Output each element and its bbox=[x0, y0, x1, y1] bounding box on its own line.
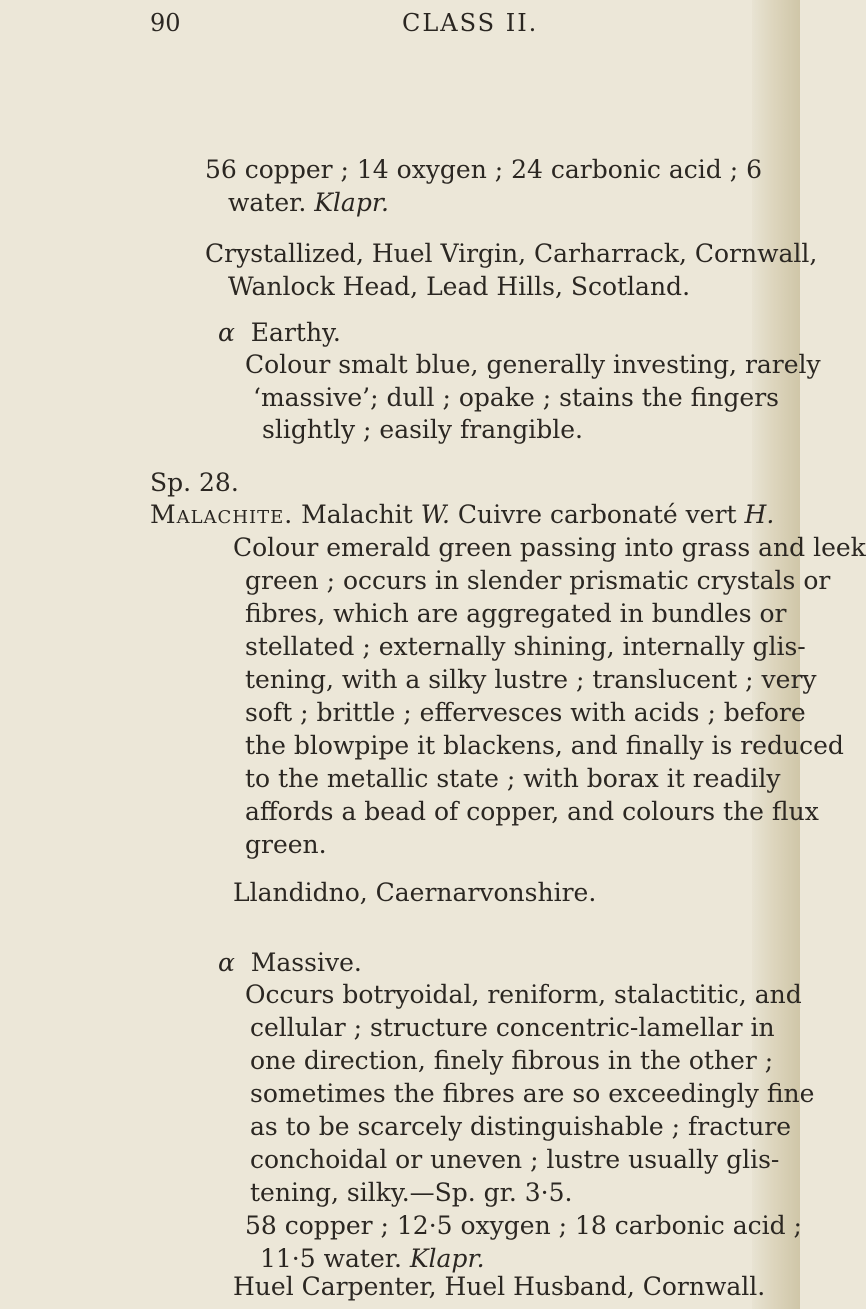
earthy-description: ‘massive’; dull ; opake ; stains the fingers bbox=[253, 383, 779, 412]
entry56-locality-cont: Wanlock Head, Lead Hills, Scotland. bbox=[228, 272, 691, 301]
earthy-description: Colour smalt blue, generally investing, rarely bbox=[245, 350, 821, 379]
malachite-description: fibres, which are aggregated in bundles or bbox=[245, 599, 787, 628]
variety-earthy-heading: α Earthy. bbox=[218, 318, 341, 347]
species-heading: Malachite. Malachit W. Cuivre carbonaté vert H. bbox=[150, 500, 775, 529]
running-title: CLASS II. bbox=[402, 9, 539, 37]
massive-description: sometimes the fibres are so exceedingly fine bbox=[250, 1079, 815, 1108]
earthy-description: slightly ; easily frangible. bbox=[262, 415, 583, 444]
malachite-description: soft ; brittle ; effervesces with acids ; before bbox=[245, 698, 806, 727]
malachite-description: green ; occurs in slender prismatic crystals or bbox=[245, 566, 831, 595]
massive-description: cellular ; structure concentric-lamellar in bbox=[250, 1013, 775, 1042]
author-klapr: Klapr. bbox=[409, 1244, 485, 1273]
massive-description: one direction, finely fibrous in the other ; bbox=[250, 1046, 774, 1075]
malachite-description: Colour emerald green passing into grass and leek bbox=[233, 533, 866, 562]
species-name: Malachite. bbox=[150, 500, 294, 529]
species-number: Sp. 28. bbox=[150, 468, 239, 497]
author-klapr: Klapr. bbox=[314, 188, 389, 217]
massive-composition: 58 copper ; 12·5 oxygen ; 18 carbonic acid ; bbox=[245, 1211, 802, 1240]
entry56-locality: Crystallized, Huel Virgin, Carharrack, Cornwall, bbox=[205, 239, 818, 268]
malachite-description: tening, with a silky lustre ; translucent ; very bbox=[245, 665, 817, 694]
malachite-description: affords a bead of copper, and colours the flux bbox=[245, 797, 819, 826]
malachite-locality: Llandidno, Caernarvonshire. bbox=[233, 878, 597, 907]
malachite-description: green. bbox=[245, 830, 327, 859]
page-number: 90 bbox=[150, 9, 181, 37]
massive-composition-cont: 11·5 water. Klapr. bbox=[260, 1244, 485, 1273]
malachite-description: the blowpipe it blackens, and finally is reduced bbox=[245, 731, 844, 760]
variety-massive-heading: α Massive. bbox=[218, 948, 362, 977]
entry56-composition: 56 copper ; 14 oxygen ; 24 carbonic acid ; 6 bbox=[205, 155, 762, 184]
massive-description: conchoidal or uneven ; lustre usually glis- bbox=[250, 1145, 780, 1174]
massive-description: tening, silky.—Sp. gr. 3·5. bbox=[250, 1178, 573, 1207]
massive-description: Occurs botryoidal, reniform, stalactitic, and bbox=[245, 980, 802, 1009]
malachite-description: stellated ; externally shining, internally glis- bbox=[245, 632, 806, 661]
massive-description: as to be scarcely distinguishable ; fracture bbox=[250, 1112, 792, 1141]
malachite-description: to the metallic state ; with borax it readily bbox=[245, 764, 781, 793]
entry56-composition-cont: water. Klapr. bbox=[228, 188, 389, 217]
massive-locality: Huel Carpenter, Huel Husband, Cornwall. bbox=[233, 1272, 766, 1301]
